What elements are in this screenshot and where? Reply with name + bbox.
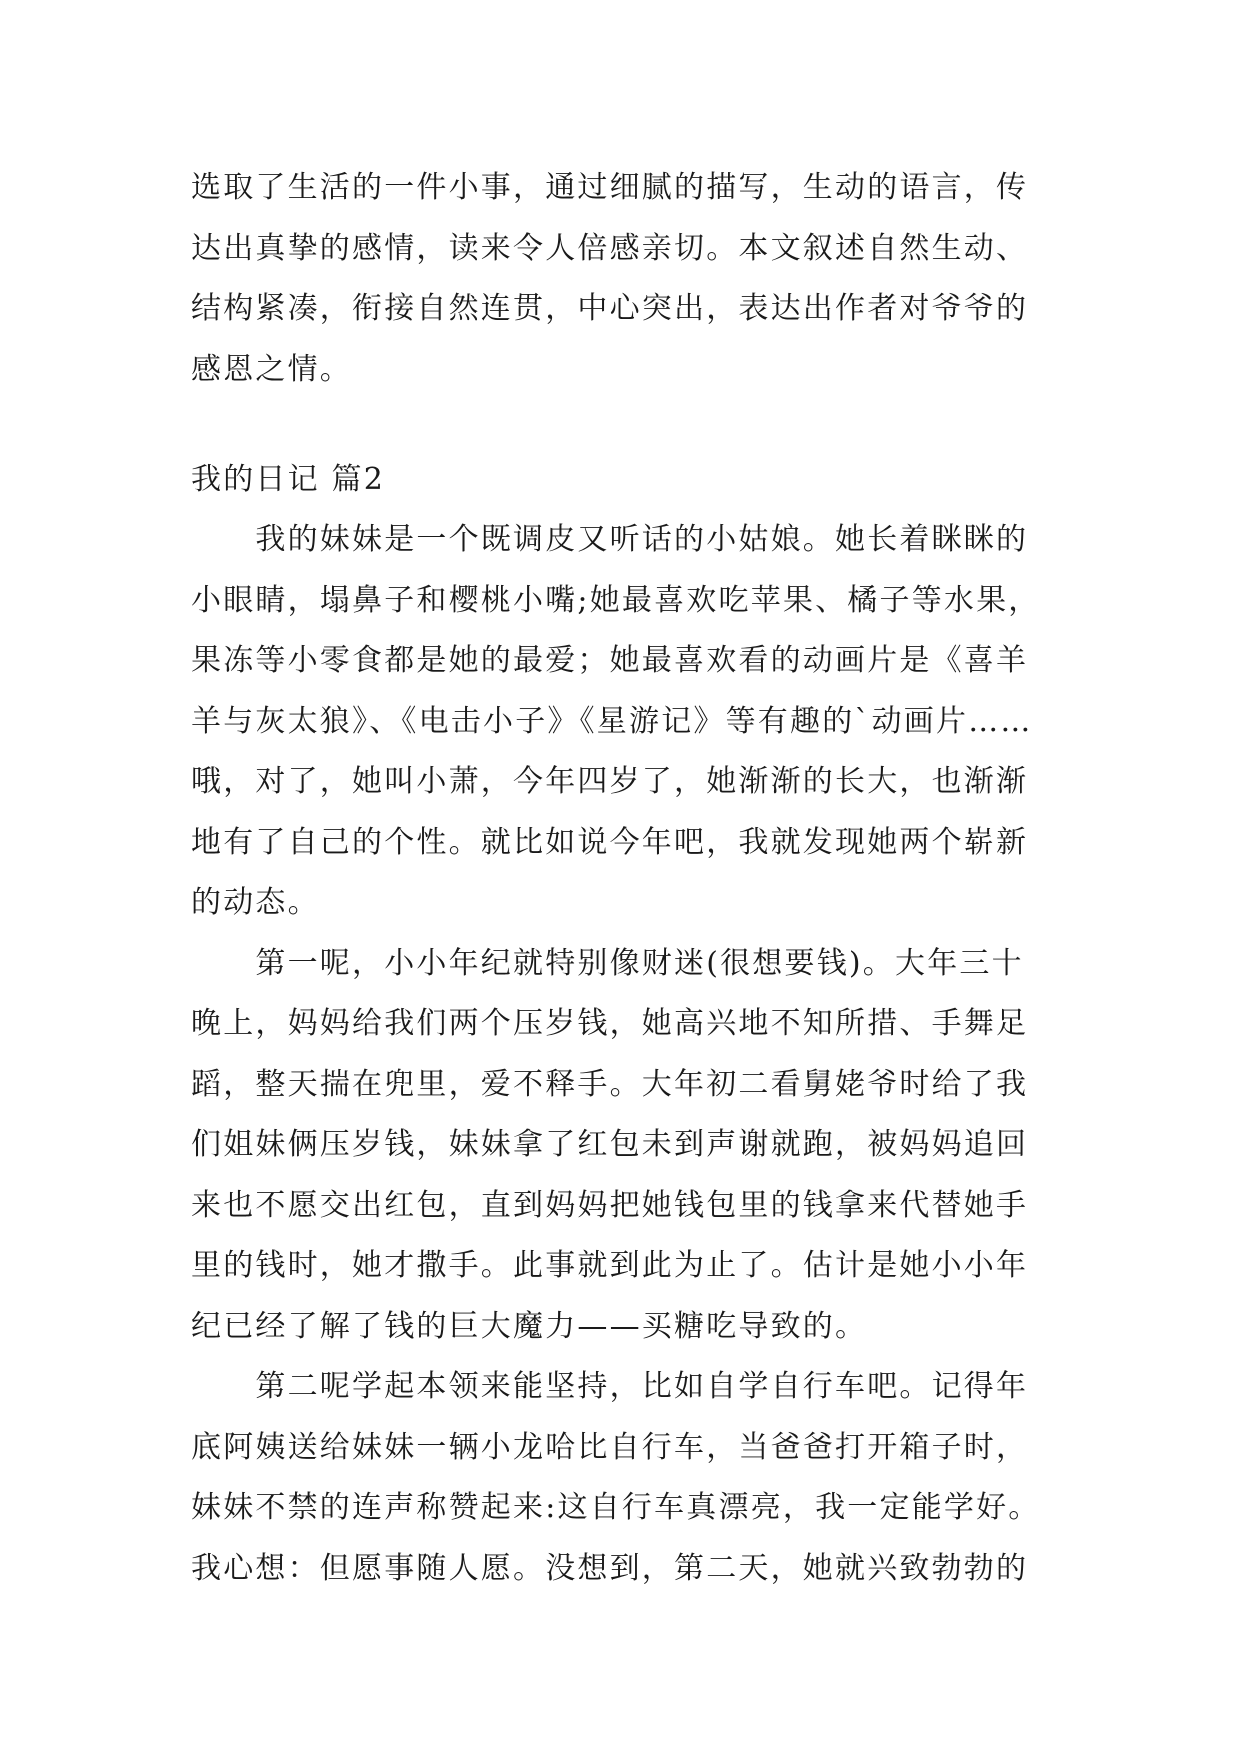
paragraph-2 (191, 934, 1061, 1358)
text-line: 达出真挚的感情，读来令人倍感亲切。本文叙述自然生动、 (191, 230, 1029, 266)
text-line: 地有了自己的个性。就比如说今年吧，我就发现她两个崭新 (191, 824, 1029, 860)
text-line: 里的钱时，她才撒手。此事就到此为止了。估计是她小小年 (191, 1248, 1029, 1283)
text-line: 哦，对了，她叫小萧，今年四岁了，她渐渐的长大，也渐渐 (191, 764, 1029, 799)
text-line: 果冻等小零食都是她的最爱；她最喜欢看的动画片是《喜羊 (191, 643, 1029, 678)
text-line: 选取了生活的一件小事，通过细腻的描写，生动的语言，传 (191, 170, 1029, 205)
intro-paragraph (191, 158, 1061, 400)
text-line: 妹妹不禁的连声称赞起来:这自行车真漂亮，我一定能学好。 (191, 1490, 1041, 1525)
paragraph-1 (191, 510, 1061, 934)
text-line: 晚上，妈妈给我们两个压岁钱，她高兴地不知所措、手舞足 (191, 1006, 1029, 1041)
section-heading (191, 450, 1061, 511)
text-line: 我心想：但愿事随人愿。没想到，第二天，她就兴致勃勃的 (191, 1550, 1029, 1586)
text-line: 结构紧凑，衔接自然连贯，中心突出，表达出作者对爷爷的 (191, 291, 1029, 326)
text-line: 蹈，整天揣在兜里，爱不释手。大年初二看舅姥爷时给了我 (191, 1066, 1029, 1102)
text-line: 感恩之情。 (191, 351, 352, 387)
text-line: 第二呢学起本领来能坚持，比如自学自行车吧。记得年 (191, 1369, 1029, 1404)
text-line: 来也不愿交出红包，直到妈妈把她钱包里的钱拿来代替她手 (191, 1187, 1029, 1223)
text-line: 底阿姨送给妹妹一辆小龙哈比自行车，当爸爸打开箱子时， (191, 1429, 1029, 1465)
body-text (191, 510, 1061, 1599)
text-line: 的动态。 (191, 885, 320, 920)
text-line: 羊与灰太狼》、《电击小子》《星游记》等有趣的`动画片…… (191, 703, 1033, 739)
text-line: 纪已经了解了钱的巨大魔力——买糖吃导致的。 (191, 1308, 868, 1344)
paragraph-3 (191, 1357, 1061, 1599)
text-line: 小眼睛，塌鼻子和樱桃小嘴;她最喜欢吃苹果、橘子等水果， (191, 582, 1041, 618)
text-line: 们姐妹俩压岁钱，妹妹拿了红包未到声谢就跑，被妈妈追回 (191, 1127, 1029, 1162)
section-title: 我的日记 篇2 (191, 462, 386, 497)
text-line: 我的妹妹是一个既调皮又听话的小姑娘。她长着眯眯的 (191, 522, 1029, 557)
text-line: 第一呢，小小年纪就特别像财迷(很想要钱)。大年三十 (191, 945, 1024, 981)
